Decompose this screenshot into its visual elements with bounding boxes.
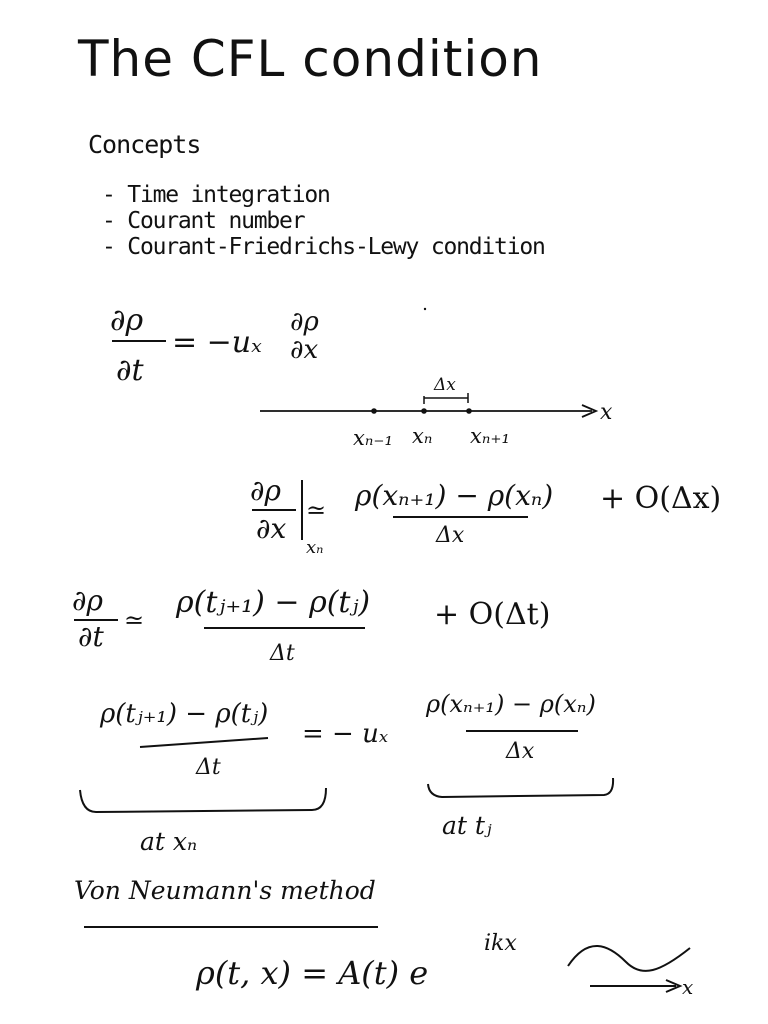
- eq3-num: ρ(tⱼ₊₁) − ρ(tⱼ): [176, 585, 371, 620]
- eq4-den-left: Δt: [196, 755, 221, 780]
- eq3-den: Δt: [270, 641, 295, 666]
- brace-right: [428, 778, 613, 797]
- eq2-eval-point: xₙ: [306, 537, 324, 558]
- equation-time-derivative: [72, 584, 550, 666]
- concepts-heading: Concepts: [88, 130, 201, 159]
- grid-point: [466, 408, 472, 414]
- eq5-exponent: ikx: [484, 931, 517, 956]
- point-label: xₙ₊₁: [470, 424, 510, 448]
- point-label: xₙ₋₁: [353, 426, 393, 450]
- eq1-rhs-frac-num: ∂ρ: [290, 307, 319, 337]
- wave-axis-label: x: [682, 975, 694, 999]
- eq2-den: Δx: [436, 523, 465, 548]
- page-title: The CFL condition: [78, 30, 543, 88]
- eq1-lhs-num: ∂ρ: [110, 303, 144, 338]
- eq2-lhs-den: ∂x: [256, 512, 287, 545]
- pen-dot: [424, 308, 426, 310]
- equation-advection: [110, 303, 426, 388]
- brace-left-label: at xₙ: [140, 827, 198, 856]
- eq4-num-left: ρ(tⱼ₊₁) − ρ(tⱼ): [100, 699, 269, 729]
- eq2-lhs-num: ∂ρ: [250, 474, 281, 507]
- eq3-approx: ≃: [124, 606, 145, 634]
- grid-point: [371, 408, 377, 414]
- eq1-lhs-den: ∂t: [116, 353, 144, 388]
- wave-sketch-icon: [568, 946, 690, 971]
- equation-discretized: [80, 690, 613, 856]
- eq2-num: ρ(xₙ₊₁) − ρ(xₙ): [355, 479, 554, 512]
- eq3-lhs-num: ∂ρ: [72, 584, 103, 617]
- eq1-rhs-frac-den: ∂x: [290, 335, 319, 365]
- grid-point: [421, 408, 427, 414]
- eq2-error-term: + O(Δx): [600, 481, 722, 516]
- eq5-body: ρ(t, x) = A(t) e: [196, 954, 429, 992]
- eq4-den-right: Δx: [506, 739, 535, 764]
- eq4-equals: = − uₓ: [302, 719, 389, 749]
- eq3-error-term: + O(Δt): [434, 597, 551, 632]
- list-item: - Courant-Friedrichs-Lewy condition: [102, 234, 545, 260]
- equation-space-derivative: [250, 474, 721, 558]
- eq4-num-right: ρ(xₙ₊₁) − ρ(xₙ): [426, 690, 596, 718]
- delta-x-label: Δx: [434, 375, 456, 395]
- x-axis-label: x: [600, 400, 613, 425]
- eq2-approx: ≃: [306, 496, 327, 524]
- grid-axis: [260, 375, 613, 450]
- brace-left: [80, 788, 326, 812]
- brace-right-label: at tⱼ: [442, 811, 492, 840]
- eq3-lhs-den: ∂t: [78, 620, 104, 653]
- list-item: - Time integration: [102, 182, 330, 208]
- von-neumann-heading: Von Neumann's method: [74, 876, 376, 905]
- equation-fourier-mode: [195, 931, 693, 999]
- eq1-rhs: = −uₓ: [172, 325, 262, 360]
- list-item: - Courant number: [102, 208, 305, 234]
- point-label: xₙ: [412, 424, 433, 448]
